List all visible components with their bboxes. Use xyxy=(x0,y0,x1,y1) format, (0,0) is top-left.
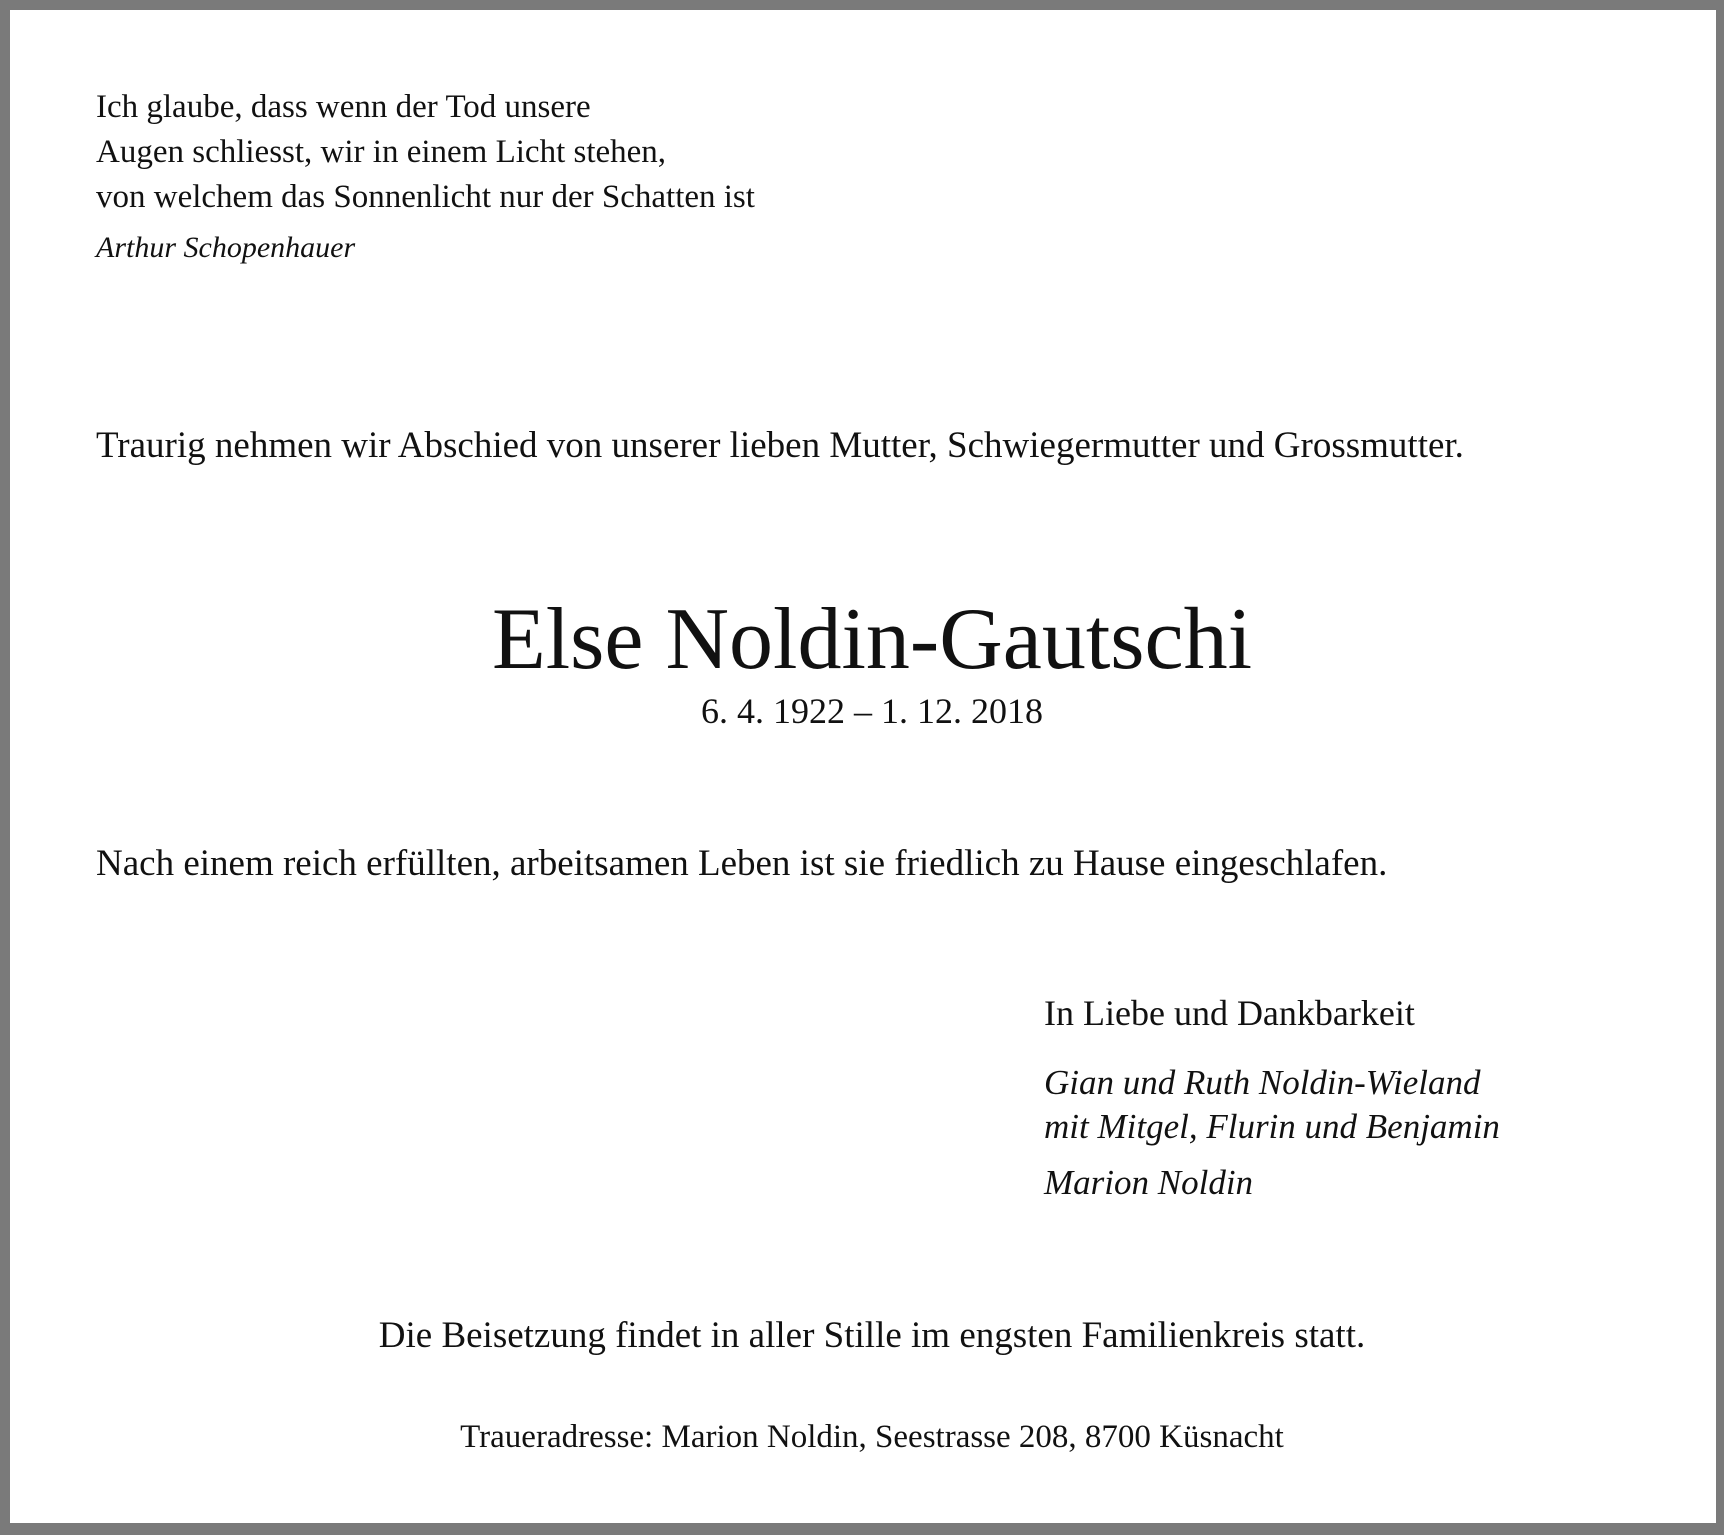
closing-phrase: In Liebe und Dankbarkeit xyxy=(1044,993,1415,1033)
mourning-address: Traueradresse: Marion Noldin, Seestrasse 208, 8700 Küsnacht xyxy=(460,1419,1284,1455)
epigraph-quote xyxy=(96,85,755,220)
signatory-line-1: Gian und Ruth Noldin-Wieland xyxy=(1044,1063,1481,1102)
life-dates: 6. 4. 1922 – 1. 12. 2018 xyxy=(701,691,1043,731)
burial-notice: Die Beisetzung findet in aller Stille im engsten Familienkreis statt. xyxy=(378,1315,1366,1356)
epigraph-line-3: von welchem das Sonnenlicht nur der Schatten ist xyxy=(96,179,755,215)
epigraph-line-1: Ich glaube, dass wenn der Tod unsere xyxy=(96,89,591,125)
epigraph-author: Arthur Schopenhauer xyxy=(96,231,356,264)
signatory-line-2: mit Mitgel, Flurin und Benjamin xyxy=(1044,1107,1500,1146)
deceased-name: Else Noldin-Gautschi xyxy=(491,591,1253,688)
epigraph-line-2: Augen schliesst, wir in einem Licht stehen, xyxy=(96,134,667,170)
signatories-list xyxy=(1044,1058,1500,1208)
intro-text: Traurig nehmen wir Abschied von unserer lieben Mutter, Schwiegermutter und Grossmutter. xyxy=(96,425,1464,466)
passage-text: Nach einem reich erfüllten, arbeitsamen Leben ist sie friedlich zu Hause eingeschlafen. xyxy=(96,843,1388,884)
signatory-line-3: Marion Noldin xyxy=(1044,1163,1254,1202)
